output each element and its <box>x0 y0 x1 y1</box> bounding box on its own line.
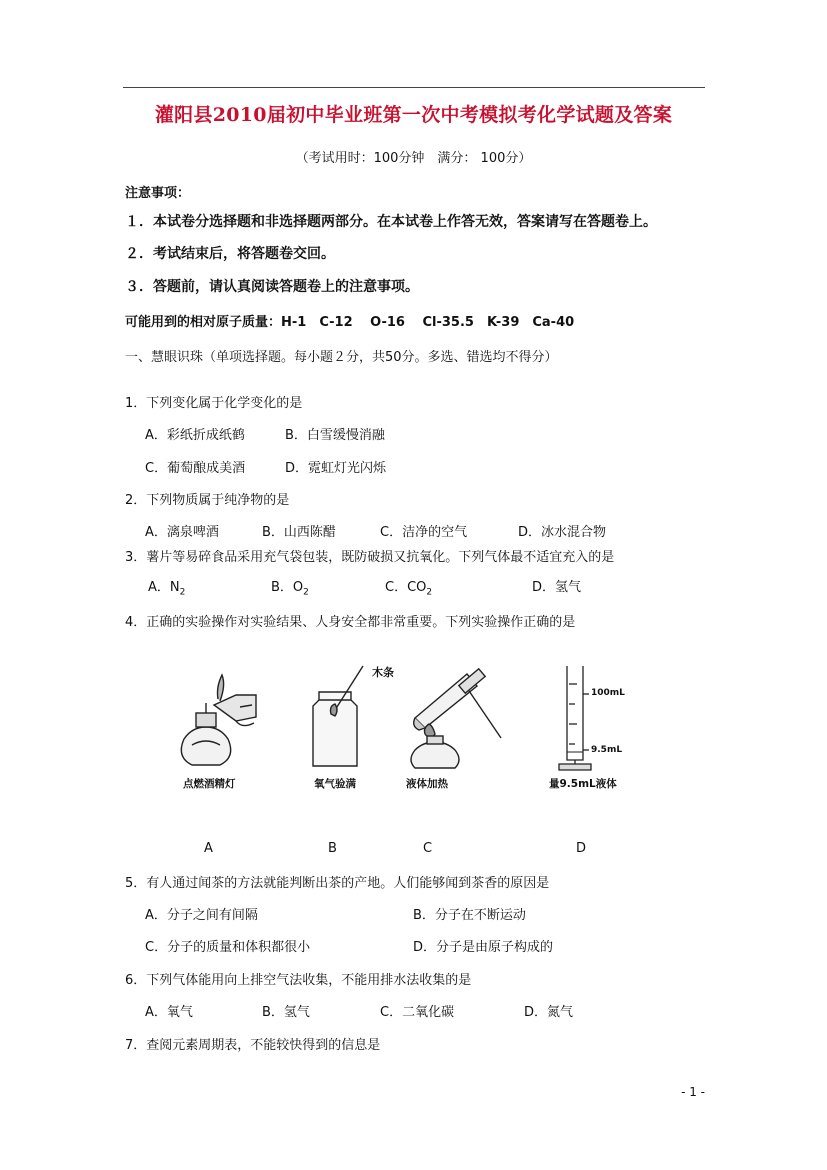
note-item-2: ２．考试结束后，将答题卷交回。 <box>125 246 335 262</box>
figure-a-caption: 点燃酒精灯 <box>183 778 236 790</box>
figure-b-splint-note: 木条 <box>372 666 394 679</box>
figure-d-top-mark: 100mL <box>591 688 625 698</box>
q4-label-d: D <box>576 841 587 856</box>
q3-option-b <box>271 576 309 598</box>
figure-b-oxygen-test <box>305 662 365 772</box>
q5-option-b: B．分子在不断运动 <box>413 908 526 923</box>
q3-option-d: D．氢气 <box>532 580 582 595</box>
q5-option-d: D．分子是由原子构成的 <box>413 940 554 955</box>
q6-option-b: B．氢气 <box>262 1005 310 1020</box>
question-1: 1．下列变化属于化学变化的是 <box>125 396 303 411</box>
q3-option-a-text: A．N <box>148 580 180 595</box>
exam-info: （考试用时：100分钟 满分： 100分） <box>295 151 532 166</box>
q3-option-c <box>385 576 432 598</box>
q2-option-d: D．冰水混合物 <box>518 525 607 540</box>
q2-option-b: B．山西陈醋 <box>262 525 336 540</box>
question-4: 4．正确的实验操作对实验结果、人身安全都非常重要。下列实验操作正确的是 <box>125 615 576 630</box>
q3-option-a-sub: 2 <box>179 587 186 598</box>
q3-option-b-text: B．O <box>271 580 304 595</box>
q6-option-c: C．二氧化碳 <box>380 1005 455 1020</box>
q6-option-a: A．氧气 <box>145 1005 193 1020</box>
q5-option-a: A．分子之间有间隔 <box>145 908 258 923</box>
question-6: 6．下列气体能用向上排空气法收集，不能用排水法收集的是 <box>125 973 472 988</box>
q1-option-b: B．白雪缓慢消融 <box>285 428 385 443</box>
note-item-3: ３．答题前，请认真阅读答题卷上的注意事项。 <box>125 279 419 295</box>
notes-heading: 注意事项： <box>125 186 191 201</box>
q4-label-c: C <box>423 841 433 856</box>
q5-option-c: C．分子的质量和体积都很小 <box>145 940 311 955</box>
figure-b-caption: 氧气验满 <box>314 778 356 790</box>
figure-a-lighting-lamp <box>170 665 270 775</box>
question-3: 3．薯片等易碎食品采用充气袋包装，既防破损又抗氧化。下列气体最不适宜充入的是 <box>125 550 615 565</box>
q3-option-b-sub: 2 <box>303 587 309 598</box>
q2-option-c: C．洁净的空气 <box>380 525 468 540</box>
q3-option-a <box>148 576 185 598</box>
q1-option-a: A．彩纸折成纸鹤 <box>145 428 245 443</box>
header-rule <box>123 87 705 88</box>
question-7: 7．查阅元素周期表，不能较快得到的信息是 <box>125 1038 381 1053</box>
q6-option-d: D．氮气 <box>524 1005 574 1020</box>
section-heading: 一、慧眼识珠（单项选择题。每小题２分，共50分。多选、错选均不得分） <box>125 350 558 365</box>
question-2: 2．下列物质属于纯净物的是 <box>125 493 290 508</box>
figure-c-caption: 液体加热 <box>406 778 448 790</box>
q3-option-c-text: C．CO <box>385 580 427 595</box>
figure-d-low-mark: 9.5mL <box>591 745 623 755</box>
page-title: 灌阳县2010届初中毕业班第一次中考模拟考化学试题及答案 <box>154 104 673 126</box>
page-number: - 1 - <box>681 1085 705 1099</box>
atomic-masses: 可能用到的相对原子质量：H-1 C-12 O-16 Cl-35.5 K-39 Ca-40 <box>125 315 575 330</box>
figure-d-caption: 量9.5mL液体 <box>549 778 617 790</box>
q3-option-c-sub: 2 <box>426 587 433 598</box>
note-item-1: １．本试卷分选择题和非选择题两部分。在本试卷上作答无效，答案请写在答题卷上。 <box>125 214 657 230</box>
q2-option-a: A．漓泉啤酒 <box>145 525 219 540</box>
question-5: 5．有人通过闻茶的方法就能判断出茶的产地。人们能够闻到茶香的原因是 <box>125 876 550 891</box>
q1-option-d: D．霓虹灯光闪烁 <box>285 461 387 476</box>
q4-label-a: A <box>204 841 213 856</box>
figure-d-graduated-cylinder <box>555 664 595 774</box>
q4-label-b: B <box>328 841 337 856</box>
q1-option-c: C．葡萄酿成美酒 <box>145 461 246 476</box>
figure-c-liquid-heating <box>405 668 505 772</box>
